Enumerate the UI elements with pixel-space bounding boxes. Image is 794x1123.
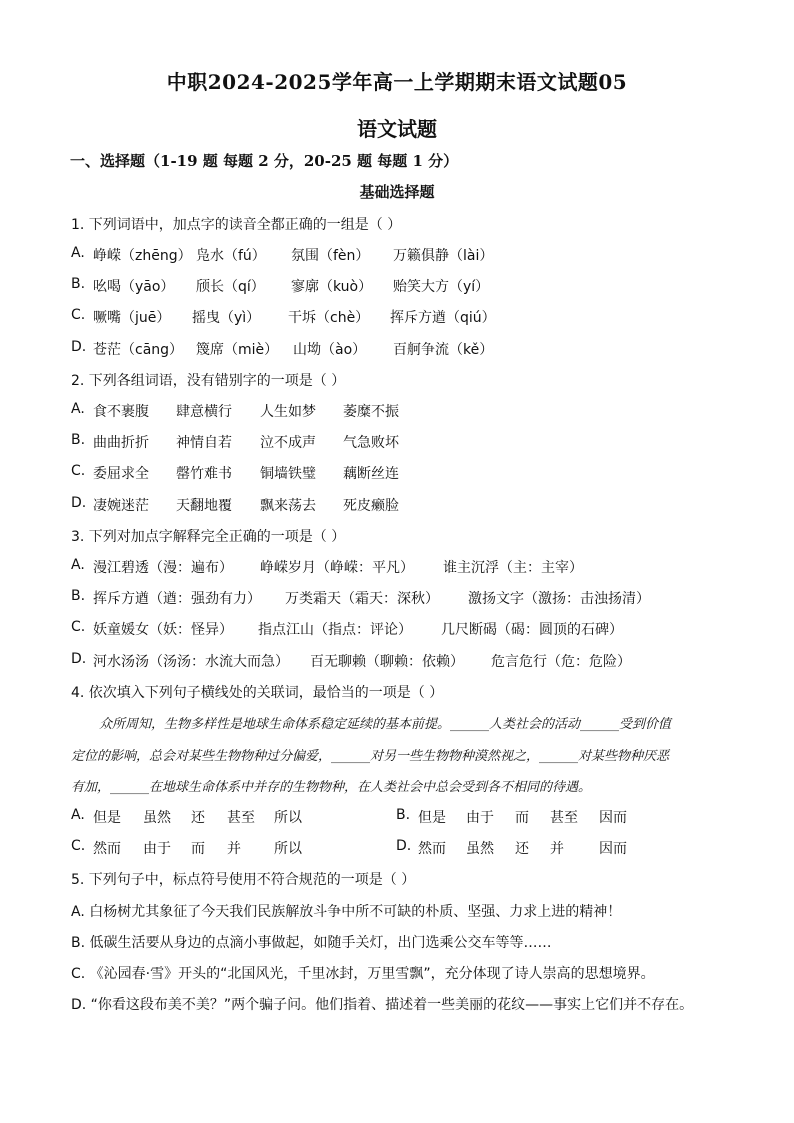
option-item: 甚至 <box>550 810 578 826</box>
option-item: 挥斥方遒（qiú） <box>390 310 496 326</box>
question-5-option-c: C. 《沁园春·雪》开头的“北国风光，千里冰封，万里雪飘”，充分体现了诗人崇高的思想境界。 <box>71 966 655 982</box>
option-item: 虽然 <box>466 841 494 857</box>
option-item: 由于 <box>466 810 494 826</box>
option-letter: C. <box>71 619 86 635</box>
option-item: 还 <box>515 841 529 857</box>
option-item: 万籁俱静（lài） <box>393 248 494 264</box>
option-item: 指点江山（指点：评论） <box>258 622 412 638</box>
option-letter: D. <box>71 651 87 667</box>
option-item: 吆喝（yāo） <box>93 279 175 295</box>
option-letter: C. <box>71 463 86 479</box>
option-item: 虽然 <box>143 810 171 826</box>
option-item: 委屈求全 <box>93 466 149 482</box>
option-letter: D. <box>71 495 87 511</box>
option-item: 氛围（fèn） <box>291 248 370 264</box>
option-item: 萎糜不振 <box>343 404 399 420</box>
option-item: 神情自若 <box>176 435 232 451</box>
option-item: 食不裹腹 <box>93 404 149 420</box>
question-3-stem: 3. 下列对加点字解释完全正确的一项是（ ） <box>71 529 346 545</box>
option-item: 河水汤汤（汤汤：水流大而急） <box>93 654 289 670</box>
option-item: 噘嘴（juē） <box>93 310 171 326</box>
exam-title: 中职2024-2025学年高一上学期期末语文试题05 <box>166 70 628 94</box>
option-item: 挥斥方遒（遒：强劲有力） <box>93 591 261 607</box>
option-item: 天翻地覆 <box>176 498 232 514</box>
option-letter: B. <box>71 276 86 292</box>
question-2-stem: 2. 下列各组词语，没有错别字的一项是（ ） <box>71 373 346 389</box>
option-item: 峥嵘岁月（峥嵘：平凡） <box>260 560 414 576</box>
option-item: 肆意横行 <box>176 404 232 420</box>
option-item: 甚至 <box>227 810 255 826</box>
option-item: 还 <box>191 810 205 826</box>
option-item: 凫水（fú） <box>196 248 266 264</box>
option-letter: A. <box>71 807 85 823</box>
question-5-stem: 5. 下列句子中，标点符号使用不符合规范的一项是（ ） <box>71 872 416 888</box>
option-item: 漫江碧透（漫：遍布） <box>93 560 233 576</box>
question-5-option-d: D. “你看这段布美不美？”两个骗子问。他们指着、描述着一些美丽的花纹——事实上它们并不存在。 <box>71 997 694 1013</box>
passage-line: 有加，______在地球生命体系中并存的生物物种，在人类社会中总会受到各不相同的待遇。 <box>71 780 592 795</box>
option-item: 死皮癞脸 <box>343 498 399 514</box>
option-letter: D. <box>71 339 87 355</box>
option-item: 而 <box>191 841 205 857</box>
option-item: 百无聊赖（聊赖：依赖） <box>310 654 464 670</box>
option-item: 百舸争流（kě） <box>393 342 494 358</box>
option-letter: C. <box>71 838 86 854</box>
option-item: 并 <box>550 841 564 857</box>
option-item: 并 <box>227 841 241 857</box>
option-item: 谁主沉浮（主：主宰） <box>443 560 583 576</box>
option-item: 然而 <box>418 841 446 857</box>
option-item: 但是 <box>418 810 446 826</box>
option-item: 贻笑大方（yí） <box>393 279 490 295</box>
option-item: 然而 <box>93 841 121 857</box>
option-item: 几尺断碣（碣：圆顶的石碑） <box>441 622 623 638</box>
option-item: 因而 <box>599 841 627 857</box>
option-item: 而 <box>515 810 529 826</box>
question-5-option-b: B. 低碳生活要从身边的点滴小事做起，如随手关灯，出门选乘公交车等等…… <box>71 935 552 951</box>
option-item: 藕断丝连 <box>343 466 399 482</box>
option-item: 由于 <box>143 841 171 857</box>
option-item: 危言危行（危：危险） <box>491 654 631 670</box>
option-item: 人生如梦 <box>260 404 316 420</box>
option-item: 颀长（qí） <box>196 279 265 295</box>
section-heading: 一、选择题（1-19 题 每题 2 分，20-25 题 每题 1 分） <box>70 152 459 170</box>
option-letter: A. <box>71 557 85 573</box>
option-item: 但是 <box>93 810 121 826</box>
option-item: 摇曳（yì） <box>192 310 261 326</box>
option-item: 罄竹难书 <box>176 466 232 482</box>
option-letter: A. <box>71 245 85 261</box>
option-item: 万类霜天（霜天：深秋） <box>285 591 439 607</box>
exam-subtitle: 语文试题 <box>357 117 437 141</box>
option-item: 干坼（chè） <box>288 310 370 326</box>
option-letter: A. <box>71 401 85 417</box>
option-item: 山坳（ào） <box>293 342 367 358</box>
question-1-stem: 1. 下列词语中，加点字的读音全都正确的一组是（ ） <box>71 217 402 233</box>
option-letter: D. <box>396 838 412 854</box>
option-item: 铜墙铁璧 <box>260 466 316 482</box>
passage-line: 众所周知，生物多样性是地球生命体系稳定延续的基本前提。______人类社会的活动______受到价值 <box>99 717 672 732</box>
option-letter: B. <box>71 588 86 604</box>
question-5-option-a: A. 白杨树尤其象征了今天我们民族解放斗争中所不可缺的朴质、坚强、力求上进的精神！ <box>71 904 622 920</box>
option-item: 篾席（miè） <box>196 342 279 358</box>
option-letter: B. <box>71 432 86 448</box>
option-item: 凄婉迷茫 <box>93 498 149 514</box>
passage-line: 定位的影响，总会对某些生物物种过分偏爱，______对另一些生物物种漠然视之，______对某些物种厌恶 <box>71 749 670 764</box>
option-item: 泣不成声 <box>260 435 316 451</box>
subsection-heading: 基础选择题 <box>359 183 435 201</box>
option-letter: C. <box>71 307 86 323</box>
option-item: 所以 <box>274 810 302 826</box>
option-item: 因而 <box>599 810 627 826</box>
option-item: 飘来荡去 <box>260 498 316 514</box>
option-item: 激扬文字（激扬：击浊扬清） <box>468 591 650 607</box>
option-item: 寥廓（kuò） <box>291 279 373 295</box>
option-item: 所以 <box>274 841 302 857</box>
option-item: 峥嵘（zhēng） <box>93 248 192 264</box>
option-item: 苍茫（cāng） <box>93 342 184 358</box>
option-letter: B. <box>396 807 411 823</box>
option-item: 气急败坏 <box>343 435 399 451</box>
option-item: 妖童媛女（妖：怪异） <box>93 622 233 638</box>
option-item: 曲曲折折 <box>93 435 149 451</box>
question-4-stem: 4. 依次填入下列句子横线处的关联词，最恰当的一项是（ ） <box>71 685 444 701</box>
